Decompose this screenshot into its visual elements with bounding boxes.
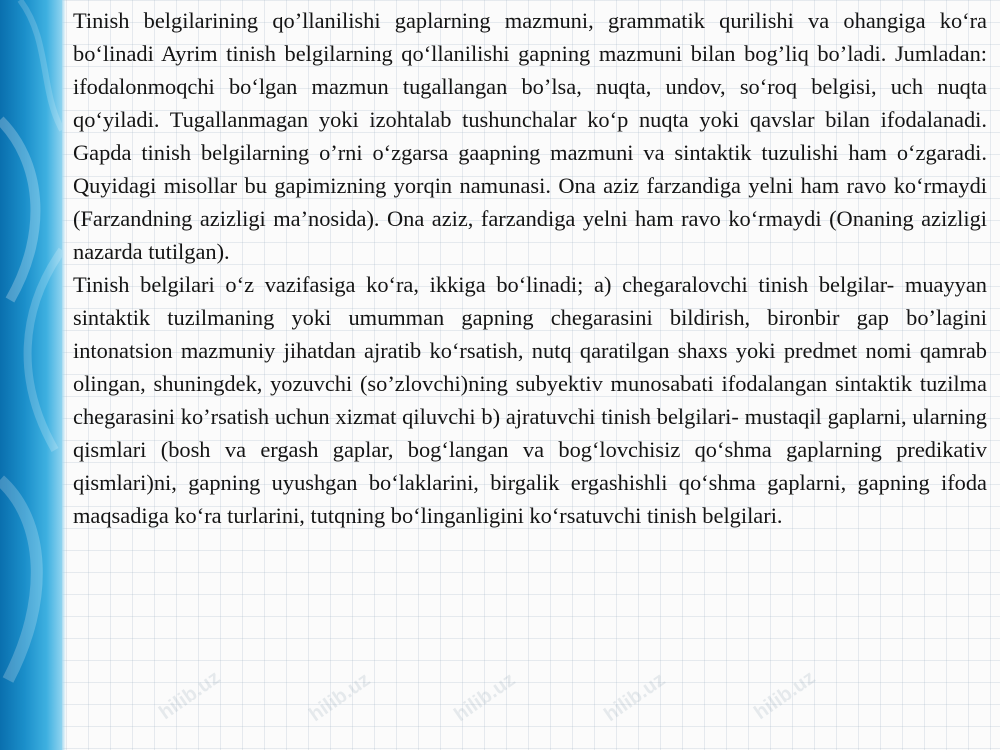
watermark: hilib.uz	[450, 668, 520, 727]
watermark: hilib.uz	[750, 666, 820, 725]
document-body	[73, 4, 987, 532]
watermark: hilib.uz	[600, 668, 670, 727]
paragraph: Tinish belgilarining qo’llanilishi gaplarning mazmuni, grammatik qurilishi va ohangiga ko‘ra bo‘linadi Ayrim tinish belgilarning qo‘llanilishi gapning mazmuni bilan bog’liq bo’ladi. Jumladan: ifodalonmoqchi bo‘lgan mazmun tugallangan bo’lsa, nuqta, undov, so‘roq belgisi, uch nuqta qo‘yiladi. Tugallanmagan yoki izohtalab tushunchalar ko‘p nuqta yoki qavslar bilan ifodalanadi. Gapda tinish belgilarning o’rni o‘zgarsa gaapning mazmuni va sintaktik tuzulishi ham o‘zgaradi. Quyidagi misollar bu gapimizning yorqin namunasi. Ona aziz farzandiga yelni ham ravo ko‘rmaydi (Farzandning azizligi ma’nosida). Ona aziz, farzandiga yelni ham ravo ko‘rmaydi (Onaning azizligi nazarda tutilgan).	[73, 8, 987, 264]
side-bar-edge	[62, 0, 66, 750]
watermark: hilib.uz	[305, 668, 375, 727]
side-bar-swirl-pattern	[0, 0, 62, 750]
paragraph: Tinish belgilari o‘z vazifasiga ko‘ra, ikkiga bo‘linadi; a) chegaralovchi tinish belgilar- muayyan sintaktik tuzilmaning yoki umumman gapning chegarasini bildirish, bironbir gap bo’lagini intonatsion mazmuniy jihatdan ajratib ko‘rsatish, nutq qaratilgan shaxs yoki predmet nomi qamrab olingan, shuningdek, yozuvchi (so’zlovchi)ning subyektiv munosabati ifodalangan sintaktik tuzilma chegarasini ko’rsatish uchun xizmat qiluvchi b) ajratuvchi tinish belgilari- mustaqil gaplarni, ularning qismlari (bosh va ergash gaplar, bog‘langan va bog‘lovchisiz qo‘shma gaplarning predikativ qismlari)ni, gapning uyushgan bo‘laklarini, birgalik ergashishli qo‘shma gaplarni, gapning ifoda maqsadiga ko‘ra turlarini, tutqning bo‘linganligini ko‘rsatuvchi tinish belgilari.	[73, 272, 987, 528]
watermark: hilib.uz	[155, 666, 225, 725]
decorative-side-bar	[0, 0, 62, 750]
